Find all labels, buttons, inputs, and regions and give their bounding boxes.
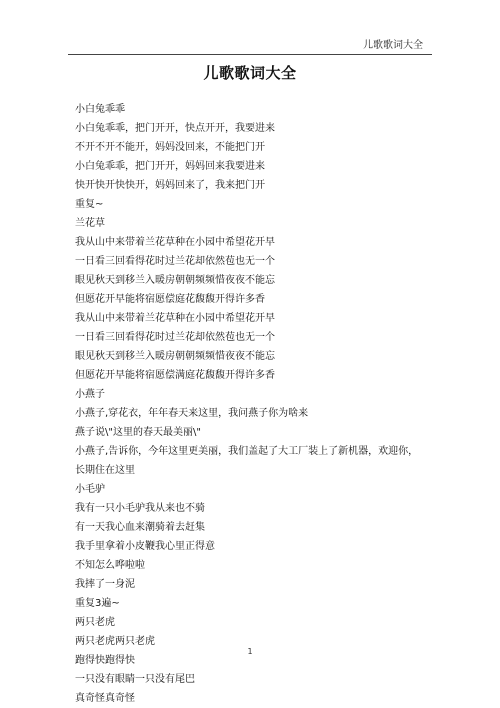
lyric-line: 小燕子,告诉你，今年这里更美丽，我们盖起了大工厂装上了新机器，欢迎你， bbox=[75, 446, 419, 457]
page-number: 1 bbox=[247, 647, 253, 656]
lyric-line: 长期住在这里 bbox=[75, 465, 135, 476]
lyric-line: 不开不开不能开，妈妈没回来，不能把门开 bbox=[75, 142, 265, 153]
lyric-line: 眼见秋天到移兰入暖房朝朝频频惜夜夜不能忘 bbox=[75, 351, 275, 362]
lyric-line: 两只老虎两只老虎 bbox=[75, 636, 155, 647]
lyric-line: 重复~ bbox=[75, 199, 104, 210]
lyric-line: 小燕子,穿花衣，年年春天来这里，我问燕子你为啥来 bbox=[75, 408, 309, 419]
lyric-line: 小燕子 bbox=[75, 389, 105, 400]
lyric-line: 小白兔乖乖，把门开开，快点开开，我要进来 bbox=[75, 123, 275, 134]
lyric-line: 一日看三回看得花时过兰花却依然苞也无一个 bbox=[75, 256, 275, 267]
lyric-line: 真奇怪真奇怪 bbox=[75, 693, 135, 704]
lyric-line: 不知怎么哗啦啦 bbox=[75, 560, 145, 571]
lyric-line: 兰花草 bbox=[75, 218, 105, 229]
lyric-line: 一日看三回看得花时过兰花却依然苞也无一个 bbox=[75, 332, 275, 343]
lyric-line: 一只没有眼睛一只没有尾巴 bbox=[75, 674, 195, 685]
lyric-line: 有一天我心血来潮骑着去赶集 bbox=[75, 522, 205, 533]
header-divider bbox=[68, 54, 432, 55]
lyric-line: 重复3遍~ bbox=[75, 598, 120, 609]
lyrics-body bbox=[75, 100, 435, 708]
lyric-line: 我有一只小毛驴我从来也不骑 bbox=[75, 503, 205, 514]
lyric-line: 但愿花开早能将宿愿偿庭花馥馥开得许多香 bbox=[75, 294, 265, 305]
lyric-line: 小白兔乖乖，把门开开，妈妈回来我要进来 bbox=[75, 161, 265, 172]
lyric-line: 我从山中来带着兰花草种在小园中希望花开早 bbox=[75, 237, 275, 248]
lyric-line: 小毛驴 bbox=[75, 484, 105, 495]
running-header: 儿歌歌词大全 bbox=[363, 40, 423, 51]
lyric-line: 我从山中来带着兰花草种在小园中希望花开早 bbox=[75, 313, 275, 324]
lyric-line: 我手里拿着小皮鞭我心里正得意 bbox=[75, 541, 215, 552]
lyric-line: 两只老虎 bbox=[75, 617, 115, 628]
lyric-line: 但愿花开早能将宿愿偿满庭花馥馥开得许多香 bbox=[75, 370, 275, 381]
lyric-line: 燕子说\"这里的春天最美丽\" bbox=[75, 427, 201, 438]
lyric-line: 小白兔乖乖 bbox=[75, 104, 125, 115]
lyric-line: 快开快开快快开，妈妈回来了，我来把门开 bbox=[75, 180, 265, 191]
lyric-line: 眼见秋天到移兰入暖房朝朝频频惜夜夜不能忘 bbox=[75, 275, 275, 286]
lyric-line: 跑得快跑得快 bbox=[75, 655, 135, 666]
document-title: 儿歌歌词大全 bbox=[203, 64, 297, 82]
lyric-line: 我摔了一身泥 bbox=[75, 579, 135, 590]
